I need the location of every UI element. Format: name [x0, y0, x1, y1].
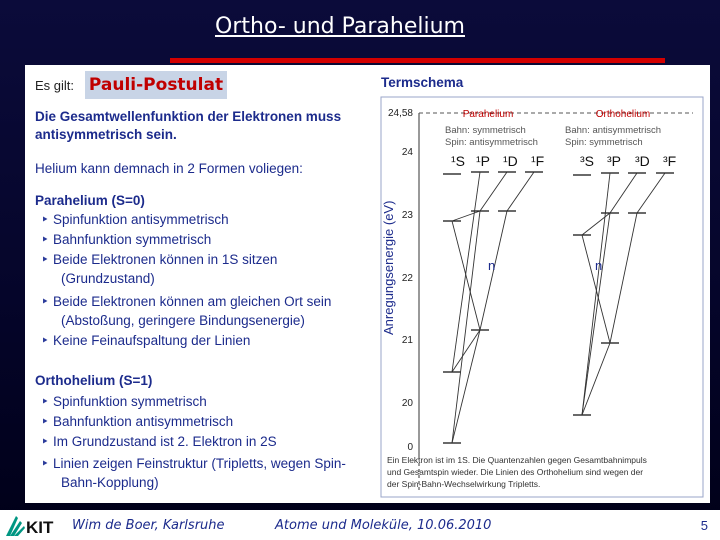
- es-gilt-label: Es gilt:: [35, 78, 75, 93]
- parahelium-heading: Parahelium (S=0): [35, 193, 145, 208]
- para-n-label: n: [488, 258, 496, 273]
- orthohelium-heading: Orthohelium (S=1): [35, 373, 153, 388]
- ortho-item-3: ‣ Im Grundzustand ist 2. Elektron in 2S: [53, 433, 277, 450]
- ortho-term-P: ³P: [607, 153, 621, 169]
- ortho-bahn: Bahn: antisymmetrisch: [565, 125, 662, 136]
- left-column: [25, 65, 370, 503]
- ortho-spin: Spin: symmetrisch: [565, 137, 643, 148]
- caption-line-1: Ein Elektron ist im 1S. Die Quantenzahlen gegen Gesamtbahnimpuls: [387, 455, 647, 465]
- ortho-item-4-cont: Bahn-Kopplung): [61, 475, 159, 490]
- para-item-3-cont: (Grundzustand): [61, 271, 155, 286]
- ortho-term-S: ³S: [580, 153, 594, 169]
- caption-line-3: der Spin-Bahn-Wechselwirkung Tripletts.: [387, 479, 541, 489]
- para-item-1: ‣ Spinfunktion antisymmetrisch: [53, 211, 229, 228]
- ortho-term-F: ³F: [663, 153, 677, 169]
- page-number: 5: [700, 518, 708, 533]
- termschema-title: Termschema: [381, 75, 464, 90]
- statement-line-1: Die Gesamtwellenfunktion der Elektronen muss: [35, 109, 342, 124]
- content-panel: [25, 65, 710, 503]
- energy-level-diagram: [373, 65, 710, 503]
- para-bahn: Bahn: symmetrisch: [445, 125, 526, 136]
- para-term-P: ¹P: [476, 153, 490, 169]
- slide-footer: [0, 510, 720, 540]
- helium-forms-text: Helium kann demnach in 2 Formen voliegen:: [35, 161, 303, 176]
- ytick-20: 20: [401, 398, 413, 409]
- parahelium-header: Parahelium: [462, 109, 514, 120]
- para-item-4: ‣ Beide Elektronen können am gleichen Ort sein: [53, 293, 331, 310]
- caption-line-2: und Gesamtspin wieder. Die Linien des Orthohelium sind wegen der: [387, 467, 644, 477]
- ytick-22: 22: [401, 273, 413, 284]
- ytick-24: 24: [401, 147, 413, 158]
- para-term-F: ¹F: [531, 153, 545, 169]
- para-item-5: ‣ Keine Feinaufspaltung der Linien: [53, 332, 250, 349]
- ytick-21: 21: [401, 335, 413, 346]
- orthohelium-header: Orthohelium: [595, 109, 651, 120]
- slide-title: Ortho- und Parahelium: [215, 14, 465, 39]
- ortho-n-label: n: [595, 258, 603, 273]
- title-underline: [170, 58, 665, 63]
- footer-author: Wim de Boer, Karlsruhe: [72, 518, 225, 533]
- para-item-4-cont: (Abstoßung, geringere Bindungsenergie): [61, 313, 305, 328]
- ortho-item-4: ‣ Linien zeigen Feinstruktur (Tripletts, wegen Spin-: [53, 455, 346, 472]
- para-item-2: ‣ Bahnfunktion symmetrisch: [53, 231, 211, 248]
- footer-course: Atome und Moleküle, 10.06.2010: [275, 518, 492, 533]
- pauli-postulat-badge: Pauli-Postulat: [85, 71, 227, 99]
- ytick-23: 23: [401, 210, 413, 221]
- ortho-term-D: ³D: [635, 153, 650, 169]
- ortho-item-2: ‣ Bahnfunktion antisymmetrisch: [53, 413, 233, 430]
- y-axis-label: Anregungsenergie (eV): [381, 200, 396, 335]
- statement-line-2: antisymmetrisch sein.: [35, 127, 177, 142]
- para-item-3: ‣ Beide Elektronen können in 1S sitzen: [53, 251, 277, 268]
- ortho-item-1: ‣ Spinfunktion symmetrisch: [53, 393, 207, 410]
- para-term-S: ¹S: [451, 153, 465, 169]
- ion-limit-label: 24,58: [387, 108, 413, 119]
- ytick-0: 0: [407, 442, 413, 453]
- para-spin: Spin: antisymmetrisch: [445, 137, 538, 148]
- svg-text:KIT: KIT: [26, 518, 54, 537]
- kit-logo: [4, 512, 60, 538]
- para-term-D: ¹D: [503, 153, 518, 169]
- termschema-column: [373, 65, 710, 503]
